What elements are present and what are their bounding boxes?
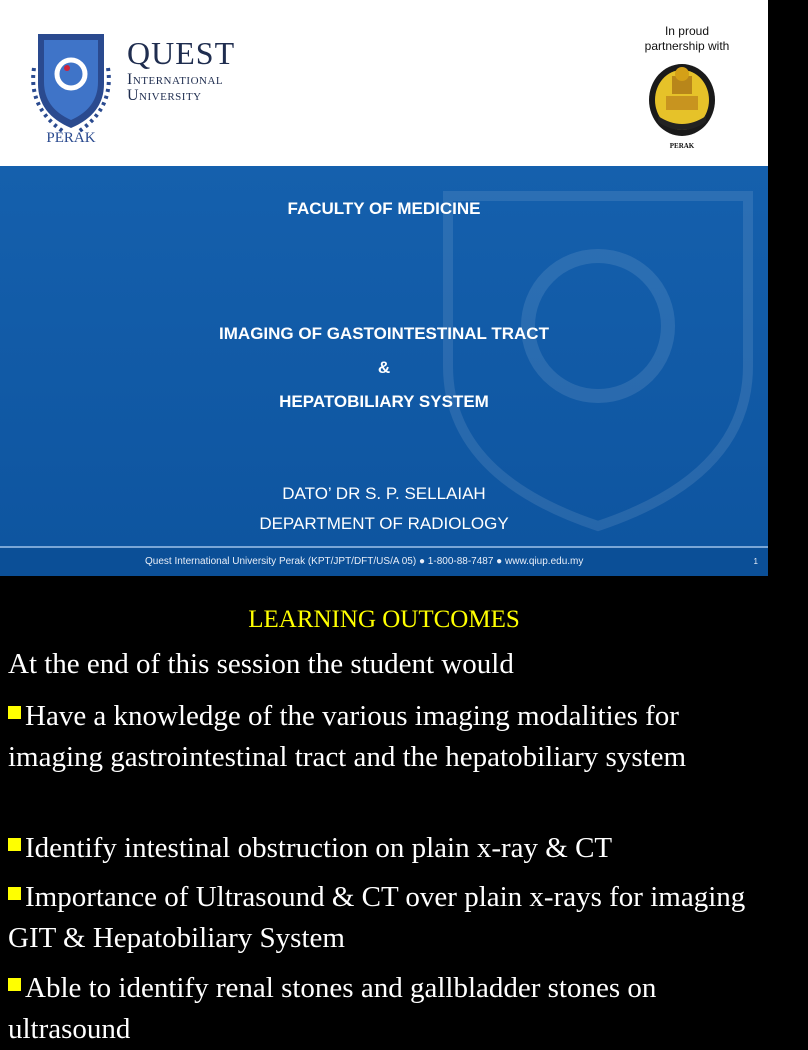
bullet-square-icon [8, 838, 21, 851]
partnership-line2: partnership with [644, 39, 730, 53]
bullet-text: Have a knowledge of the various imaging modalities for imaging gastrointestinal tract and the hepatobiliary system [8, 700, 687, 773]
faculty-heading: FACULTY OF MEDICINE [287, 199, 481, 218]
shield-campus-label: PERAK [46, 130, 96, 146]
bullet-text: Importance of Ultrasound & CT over plain x-rays for imaging GIT & Hepatobiliary System [8, 881, 746, 954]
list-item [8, 696, 764, 778]
title-line-2: & [377, 358, 391, 377]
bullet-square-icon [8, 887, 21, 900]
quest-shield-logo [30, 28, 112, 146]
bullet-text: Able to identify renal stones and gallbladder stones on ultrasound [8, 972, 657, 1045]
bullet-text: Identify intestinal obstruction on plain x-ray & CT [25, 832, 613, 864]
brand-name: QUEST [127, 35, 236, 71]
list-item [8, 828, 764, 869]
partnership-text [632, 24, 742, 54]
list-item [8, 877, 764, 959]
crest-label: PERAK [669, 142, 695, 150]
slide-header [0, 0, 768, 164]
bullet-square-icon [8, 706, 21, 719]
list-item [8, 968, 764, 1050]
author-name: DATO’ DR S. P. SELLAIAH [282, 484, 486, 503]
learning-outcomes-slide [0, 576, 768, 1045]
watermark-shield-icon [388, 176, 808, 536]
department-name: DEPARTMENT OF RADIOLOGY [259, 514, 509, 533]
title-line-1: IMAGING OF GASTOINTESTINAL TRACT [219, 324, 549, 343]
partnership-line1: In proud [664, 24, 710, 38]
brand-line2: University [127, 87, 202, 104]
slide-footer [0, 548, 768, 576]
page-number: 1 [753, 557, 758, 566]
title-line-3: HEPATOBILIARY SYSTEM [279, 392, 489, 411]
perak-crest-icon [646, 56, 718, 152]
intro-text: At the end of this session the student would [8, 648, 514, 680]
slide-title: LEARNING OUTCOMES [248, 606, 520, 633]
footer-text: Quest International University Perak (KPT/JPT/DFT/US/A 05) ● 1-800-88-7487 ● www.qiup.edu.my [145, 556, 584, 567]
brand-line1: International [127, 71, 224, 88]
title-panel [0, 166, 768, 546]
bullet-square-icon [8, 978, 21, 991]
university-wordmark [127, 36, 235, 104]
